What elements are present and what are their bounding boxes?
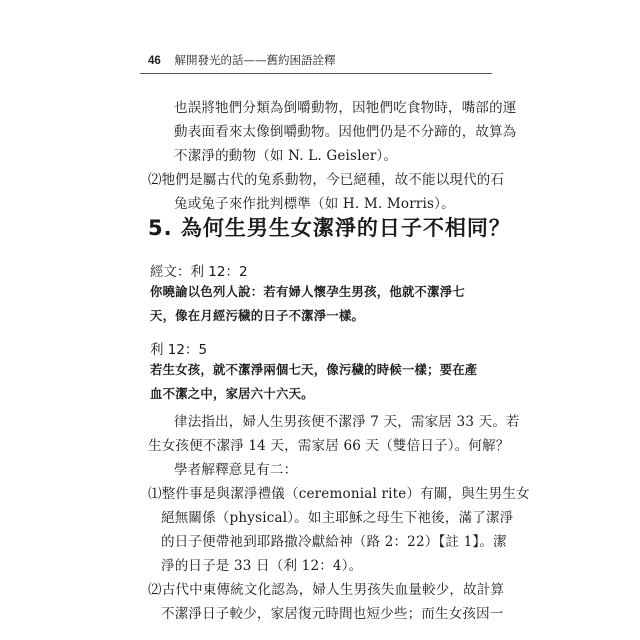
body-line: 學者解釋意見有二： — [174, 462, 298, 478]
book-title: 解開發光的話——舊約困語詮釋 — [174, 53, 336, 67]
scripture-quote-2 — [150, 358, 496, 406]
intro-paragraphs — [148, 96, 517, 216]
intro-line: 動表面看來太像倒嚼動物。因他們仍是不分蹄的，故算為 — [174, 124, 517, 140]
scripture-quote-1 — [150, 280, 496, 328]
body-line: 律法指出，婦人生男孩便不潔淨 7 天，需家居 33 天。若 — [174, 414, 520, 430]
intro-line: 也誤將牠們分類為倒嚼動物，因牠們吃食物時，嘴部的運 — [174, 100, 517, 116]
scripture-line: 若生女孩，就不潔淨兩個七天，像污穢的時候一樣；要在產 — [150, 363, 478, 377]
intro-line: ⑵牠們是屬古代的兔系動物，今已絕種，故不能以現代的石 — [148, 172, 505, 188]
body-line: 不潔淨日子較少，家居復元時間也短少些；而生女孩因一 — [161, 606, 504, 622]
page-number: 46 — [148, 55, 161, 67]
scripture-reference-1: 經文：利 12：2 — [150, 264, 248, 280]
running-head — [148, 52, 490, 68]
scripture-line: 天，像在月經污穢的日子不潔淨一樣。 — [150, 309, 365, 323]
header-rule — [140, 73, 492, 74]
body-line: 絕無關係（physical）。如主耶穌之母生下祂後，滿了潔淨 — [161, 510, 514, 526]
scripture-line: 血不潔之中，家居六十六天。 — [150, 387, 314, 401]
scripture-reference-2: 利 12：5 — [150, 342, 208, 358]
body-line: 的日子便帶祂到耶路撒冷獻給神（路 2：22）【註 1】。潔 — [161, 534, 507, 550]
body-line: 生女孩便不潔淨 14 天，需家居 66 天（雙倍日子）。何解？ — [148, 438, 510, 454]
body-line: 淨的日子是 33 日（利 12：4）。 — [161, 558, 363, 574]
scripture-line: 你曉諭以色列人說：若有婦人懷孕生男孩，他就不潔淨七 — [150, 285, 465, 299]
body-line: ⑴整件事是與潔淨禮儀（ceremonial rite）有關，與生男生女 — [148, 486, 530, 502]
intro-line: 不潔淨的動物（如 N. L. Geisler）。 — [174, 148, 398, 164]
section-title: 5. 為何生男生女潔淨的日子不相同？ — [148, 216, 511, 240]
body-line: ⑵古代中東傳統文化認為，婦人生男孩失血量較少，故計算 — [148, 582, 505, 598]
body-paragraphs — [148, 410, 530, 626]
intro-line: 兔或兔子來作批判標準（如 H. M. Morris）。 — [174, 196, 455, 212]
